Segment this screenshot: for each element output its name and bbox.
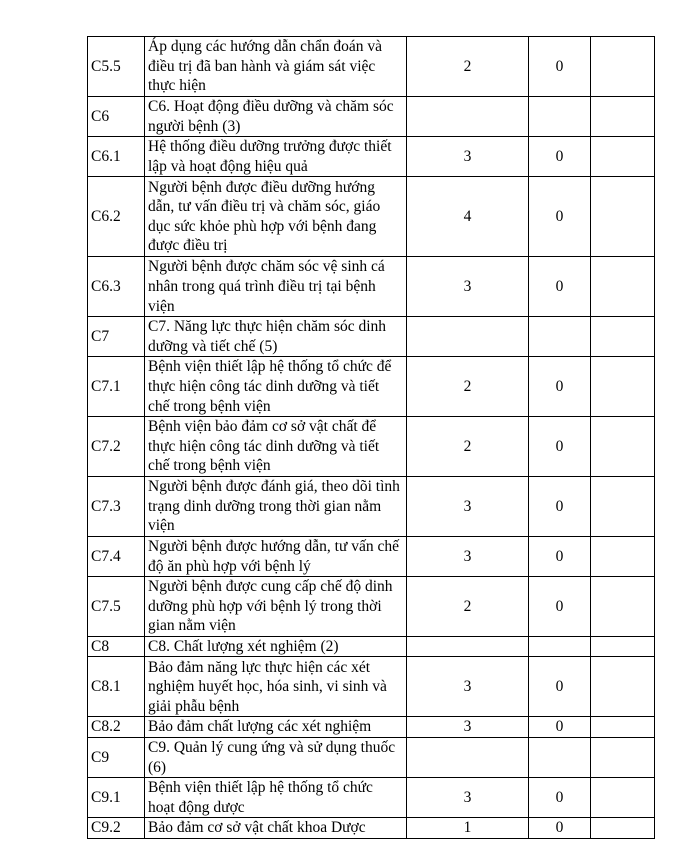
- criterion-code-cell: C7.1: [88, 357, 145, 417]
- criterion-score-cell: 0: [529, 818, 591, 839]
- criterion-description-cell: Người bệnh được đánh giá, theo dõi tình trạng dinh dưỡng trong thời gian nằm viện: [145, 476, 407, 536]
- criterion-description-cell: Hệ thống điều dưỡng trưởng được thiết lập và hoạt động hiệu quả: [145, 137, 407, 177]
- table-row: [88, 97, 655, 137]
- criterion-max-score-cell: 2: [407, 417, 529, 477]
- criterion-max-score-cell: 3: [407, 778, 529, 818]
- criterion-max-score-cell: 3: [407, 536, 529, 576]
- criterion-score-cell: 0: [529, 717, 591, 738]
- criterion-note-cell: [591, 97, 655, 137]
- table-row: [88, 177, 655, 257]
- criterion-code-cell: C5.5: [88, 37, 145, 97]
- criterion-note-cell: [591, 657, 655, 717]
- criterion-note-cell: [591, 778, 655, 818]
- criterion-max-score-cell: 3: [407, 137, 529, 177]
- table-row: [88, 137, 655, 177]
- criterion-note-cell: [591, 536, 655, 576]
- criterion-code-cell: C9.1: [88, 778, 145, 818]
- table-row: [88, 577, 655, 637]
- criterion-code-cell: C6.2: [88, 177, 145, 257]
- criterion-score-cell: [529, 317, 591, 357]
- criterion-score-cell: [529, 97, 591, 137]
- criterion-note-cell: [591, 257, 655, 317]
- criterion-code-cell: C6.3: [88, 257, 145, 317]
- table-row: [88, 657, 655, 717]
- criterion-note-cell: [591, 636, 655, 657]
- criterion-description-cell: Người bệnh được điều dưỡng hướng dẫn, tư vấn điều trị và chăm sóc, giáo dục sức khỏe phù hợp với bệnh đang được điều trị: [145, 177, 407, 257]
- criterion-score-cell: 0: [529, 417, 591, 477]
- criterion-max-score-cell: 2: [407, 357, 529, 417]
- table-row: [88, 417, 655, 477]
- criterion-code-cell: C9: [88, 738, 145, 778]
- criterion-max-score-cell: [407, 738, 529, 778]
- criterion-note-cell: [591, 137, 655, 177]
- table-row: [88, 717, 655, 738]
- criterion-score-cell: [529, 636, 591, 657]
- criterion-code-cell: C8.1: [88, 657, 145, 717]
- criterion-max-score-cell: 2: [407, 37, 529, 97]
- criterion-description-cell: Người bệnh được chăm sóc vệ sinh cá nhân trong quá trình điều trị tại bệnh viện: [145, 257, 407, 317]
- criterion-score-cell: 0: [529, 257, 591, 317]
- criterion-score-cell: 0: [529, 778, 591, 818]
- criterion-description-cell: Bệnh viện thiết lập hệ thống tổ chức hoạt động dược: [145, 778, 407, 818]
- criterion-description-cell: C9. Quản lý cung ứng và sử dụng thuốc (6): [145, 738, 407, 778]
- table-row: [88, 536, 655, 576]
- criterion-code-cell: C8.2: [88, 717, 145, 738]
- table-row: [88, 257, 655, 317]
- criterion-score-cell: [529, 738, 591, 778]
- table-row: [88, 636, 655, 657]
- criterion-description-cell: Bảo đảm năng lực thực hiện các xét nghiệm huyết học, hóa sinh, vi sinh và giải phẫu bệnh: [145, 657, 407, 717]
- criterion-score-cell: 0: [529, 357, 591, 417]
- criterion-note-cell: [591, 738, 655, 778]
- criterion-score-cell: 0: [529, 177, 591, 257]
- criterion-code-cell: C7.5: [88, 577, 145, 637]
- criterion-code-cell: C6: [88, 97, 145, 137]
- criterion-max-score-cell: [407, 97, 529, 137]
- criterion-max-score-cell: 3: [407, 717, 529, 738]
- criterion-description-cell: Bảo đảm chất lượng các xét nghiệm: [145, 717, 407, 738]
- criterion-note-cell: [591, 818, 655, 839]
- criterion-note-cell: [591, 476, 655, 536]
- criterion-max-score-cell: 3: [407, 657, 529, 717]
- criterion-description-cell: Bảo đảm cơ sở vật chất khoa Dược: [145, 818, 407, 839]
- criterion-max-score-cell: 3: [407, 257, 529, 317]
- criterion-note-cell: [591, 37, 655, 97]
- criterion-max-score-cell: [407, 317, 529, 357]
- table-row: [88, 357, 655, 417]
- criterion-note-cell: [591, 357, 655, 417]
- criterion-code-cell: C7.4: [88, 536, 145, 576]
- criterion-description-cell: C6. Hoạt động điều dưỡng và chăm sóc người bệnh (3): [145, 97, 407, 137]
- table-row: [88, 37, 655, 97]
- criterion-max-score-cell: 1: [407, 818, 529, 839]
- criterion-code-cell: C7.2: [88, 417, 145, 477]
- criterion-description-cell: Người bệnh được hướng dẫn, tư vấn chế độ ăn phù hợp với bệnh lý: [145, 536, 407, 576]
- table-row: [88, 818, 655, 839]
- criterion-description-cell: Bệnh viện bảo đảm cơ sở vật chất để thực hiện công tác dinh dưỡng và tiết chế trong bệnh viện: [145, 417, 407, 477]
- criterion-max-score-cell: [407, 636, 529, 657]
- criterion-description-cell: C7. Năng lực thực hiện chăm sóc dinh dưỡng và tiết chế (5): [145, 317, 407, 357]
- criterion-note-cell: [591, 177, 655, 257]
- criterion-note-cell: [591, 717, 655, 738]
- criterion-score-cell: 0: [529, 137, 591, 177]
- criterion-description-cell: Áp dụng các hướng dẫn chẩn đoán và điều trị đã ban hành và giám sát việc thực hiện: [145, 37, 407, 97]
- criterion-code-cell: C8: [88, 636, 145, 657]
- criterion-score-cell: 0: [529, 577, 591, 637]
- criterion-code-cell: C7.3: [88, 476, 145, 536]
- criterion-note-cell: [591, 577, 655, 637]
- criterion-score-cell: 0: [529, 657, 591, 717]
- criterion-code-cell: C9.2: [88, 818, 145, 839]
- criterion-description-cell: C8. Chất lượng xét nghiệm (2): [145, 636, 407, 657]
- criterion-score-cell: 0: [529, 536, 591, 576]
- criterion-score-cell: 0: [529, 476, 591, 536]
- criterion-max-score-cell: 3: [407, 476, 529, 536]
- table-row: [88, 317, 655, 357]
- table-row: [88, 738, 655, 778]
- criterion-code-cell: C6.1: [88, 137, 145, 177]
- criterion-note-cell: [591, 317, 655, 357]
- criterion-code-cell: C7: [88, 317, 145, 357]
- criterion-score-cell: 0: [529, 37, 591, 97]
- table-row: [88, 476, 655, 536]
- criteria-table: [87, 36, 655, 839]
- criterion-description-cell: Người bệnh được cung cấp chế độ dinh dưỡng phù hợp với bệnh lý trong thời gian nằm viện: [145, 577, 407, 637]
- criterion-max-score-cell: 2: [407, 577, 529, 637]
- criteria-table-body: [88, 37, 655, 839]
- table-row: [88, 778, 655, 818]
- criterion-max-score-cell: 4: [407, 177, 529, 257]
- criterion-note-cell: [591, 417, 655, 477]
- criterion-description-cell: Bệnh viện thiết lập hệ thống tổ chức để thực hiện công tác dinh dưỡng và tiết chế trong bệnh viện: [145, 357, 407, 417]
